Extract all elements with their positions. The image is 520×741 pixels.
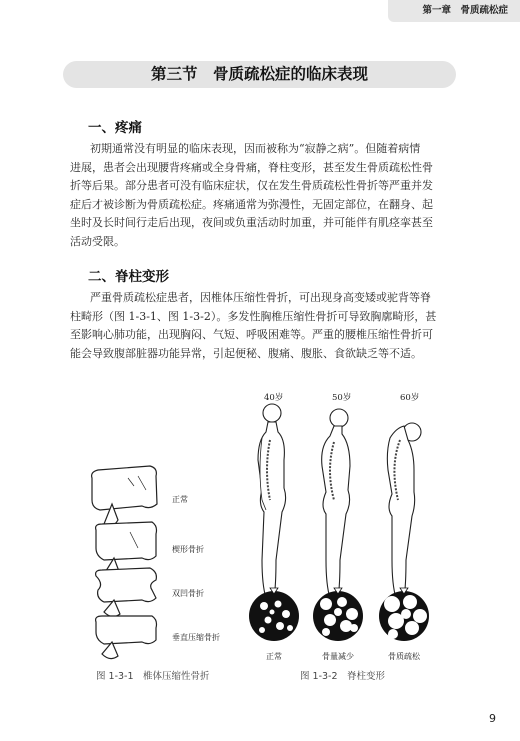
section-title: 第三节 骨质疏松症的临床表现 bbox=[63, 61, 456, 88]
bone-section-osteopenia-illustration bbox=[313, 588, 363, 641]
text-line: 柱畸形（图 1-3-1、图 1-3-2）。多发性胸椎压缩性骨折可导致胸廓畸形，甚 bbox=[70, 309, 437, 323]
figure-age-60-illustration bbox=[387, 423, 421, 598]
bone-label-osteopenia: 骨量减少 bbox=[322, 652, 354, 661]
age-label-40: 40岁 bbox=[264, 393, 284, 403]
figure-age-50-illustration bbox=[322, 409, 350, 598]
text-line: 严重骨质疏松症患者，因椎体压缩性骨折，可出现身高变矮或驼背等脊 bbox=[90, 291, 431, 304]
vertebra-label-vertical-compression: 垂直压缩骨折 bbox=[172, 633, 220, 642]
vertebra-normal-illustration bbox=[92, 466, 157, 526]
vertebra-label-normal: 正常 bbox=[172, 495, 188, 504]
vertebra-vertical-compression-fracture-illustration bbox=[96, 616, 157, 659]
figure-age-40-illustration bbox=[258, 404, 286, 598]
age-label-50: 50岁 bbox=[332, 393, 352, 403]
section-heading-spine-deformity: 二、脊柱变形 bbox=[88, 269, 169, 285]
running-head: 第一章 骨质疏松症 bbox=[388, 0, 520, 22]
text-line: 初期通常没有明显的临床表现，因而被称为“寂静之病”。但随着病情 bbox=[90, 142, 421, 155]
age-label-60: 60岁 bbox=[400, 393, 420, 403]
text-line: 症后才被诊断为骨质疏松症。疼痛通常为弥漫性，无固定部位，在翻身、起 bbox=[70, 197, 433, 211]
bone-label-normal: 正常 bbox=[266, 652, 282, 661]
vertebra-biconcave-fracture-illustration bbox=[96, 568, 157, 617]
text-line: 能会导致腹部脏器功能异常，引起便秘、腹痛、腹胀、食欲缺乏等不适。 bbox=[70, 346, 422, 360]
section-heading-pain: 一、疼痛 bbox=[88, 120, 142, 136]
vertebra-label-biconcave: 双凹骨折 bbox=[172, 589, 204, 598]
text-line: 坐时及长时间行走后出现，夜间或负重活动时加重，并可能伴有肌痉挛甚至 bbox=[70, 216, 433, 230]
figure-2-caption: 图 1-3-2 脊柱变形 bbox=[300, 671, 386, 682]
figure-1-caption: 图 1-3-1 椎体压缩性骨折 bbox=[96, 671, 210, 682]
bone-label-osteoporosis: 骨质疏松 bbox=[388, 652, 420, 661]
page-number: 9 bbox=[489, 712, 496, 725]
text-line: 进展，患者会出现腰背疼痛或全身骨痛，脊柱变形，甚至发生骨质疏松性骨 bbox=[70, 160, 433, 174]
text-line: 活动受限。 bbox=[70, 234, 125, 248]
bone-section-normal-illustration bbox=[249, 588, 299, 641]
text-line: 折等后果。部分患者可没有临床症状，仅在发生骨质疏松性骨折等严重并发 bbox=[70, 179, 433, 193]
text-line: 至影响心肺功能，出现胸闷、气短、呼吸困难等。严重的腰椎压缩性骨折可 bbox=[70, 328, 433, 342]
vertebra-label-wedge: 楔形骨折 bbox=[172, 545, 204, 554]
bone-section-osteoporosis-illustration bbox=[379, 588, 429, 641]
